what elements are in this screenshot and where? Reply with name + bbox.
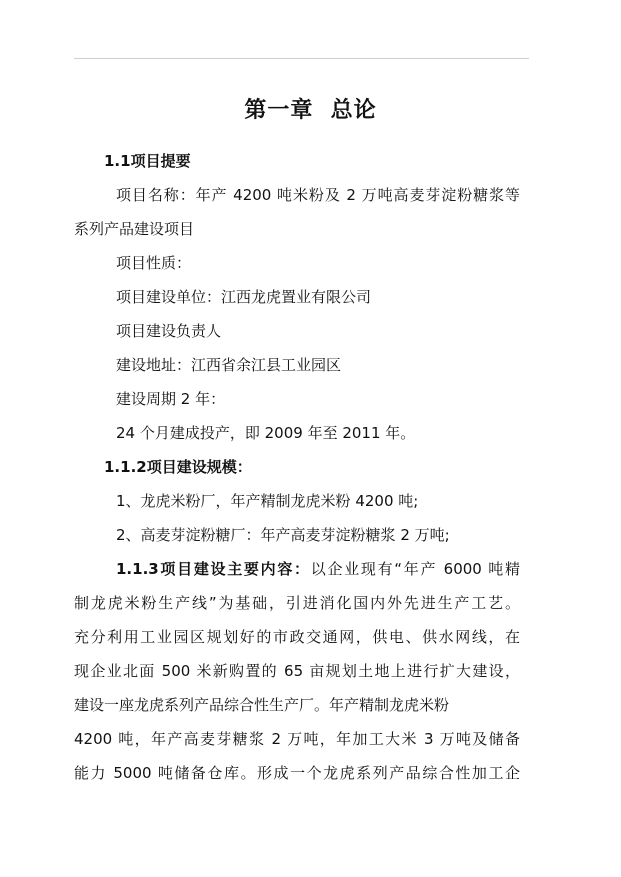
content-line-3: 充分利用工业园区规划好的市政交通网，供电、供水网线，在 xyxy=(74,628,520,646)
section-heading-1-1-2: 1.1.2项目建设规模： xyxy=(104,458,252,476)
scale-item-2: 2、高麦芽淀粉糖厂：年产高麦芽淀粉糖浆 2 万吨; xyxy=(116,526,450,544)
header-divider xyxy=(74,58,529,59)
scale-item-1: 1、龙虎米粉厂，年产精制龙虎米粉 4200 吨; xyxy=(116,492,419,510)
construction-location: 建设地址：江西省余江县工业园区 xyxy=(116,356,342,374)
project-name-line-2: 系列产品建设项目 xyxy=(74,220,195,238)
content-line-2: 制龙虎米粉生产线”为基础，引进消化国内外先进生产工艺。 xyxy=(74,594,520,612)
section-heading-1-1: 1.1项目提要 xyxy=(104,152,191,170)
content-line-7: 能力 5000 吨储备仓库。形成一个龙虎系列产品综合性加工企 xyxy=(74,764,520,782)
content-line-4: 现企业北面 500 米新购置的 65 亩规划土地上进行扩大建设， xyxy=(74,662,520,680)
content-line-5: 建设一座龙虎系列产品综合性生产厂。年产精制龙虎米粉 xyxy=(74,696,450,714)
chapter-title: 第一章 总论 xyxy=(244,98,377,123)
content-line-6: 4200 吨，年产高麦芽糖浆 2 万吨，年加工大米 3 万吨及储备 xyxy=(74,730,520,748)
content-line-1 xyxy=(116,559,520,579)
construction-period: 建设周期 2 年： xyxy=(116,390,226,408)
project-name-line-1: 项目名称：年产 4200 吨米粉及 2 万吨高麦芽淀粉糖浆等 xyxy=(116,186,520,204)
section-heading-1-1-3: 1.1.3项目建设主要内容： xyxy=(116,560,311,578)
project-nature: 项目性质： xyxy=(116,254,192,272)
construction-unit: 项目建设单位：江西龙虎置业有限公司 xyxy=(116,288,372,306)
project-leader: 项目建设负责人 xyxy=(116,322,222,340)
content-line-1-tail: 以企业现有“年产 6000 吨精 xyxy=(310,560,520,578)
construction-period-detail: 24 个月建成投产，即 2009 年至 2011 年。 xyxy=(116,424,416,442)
